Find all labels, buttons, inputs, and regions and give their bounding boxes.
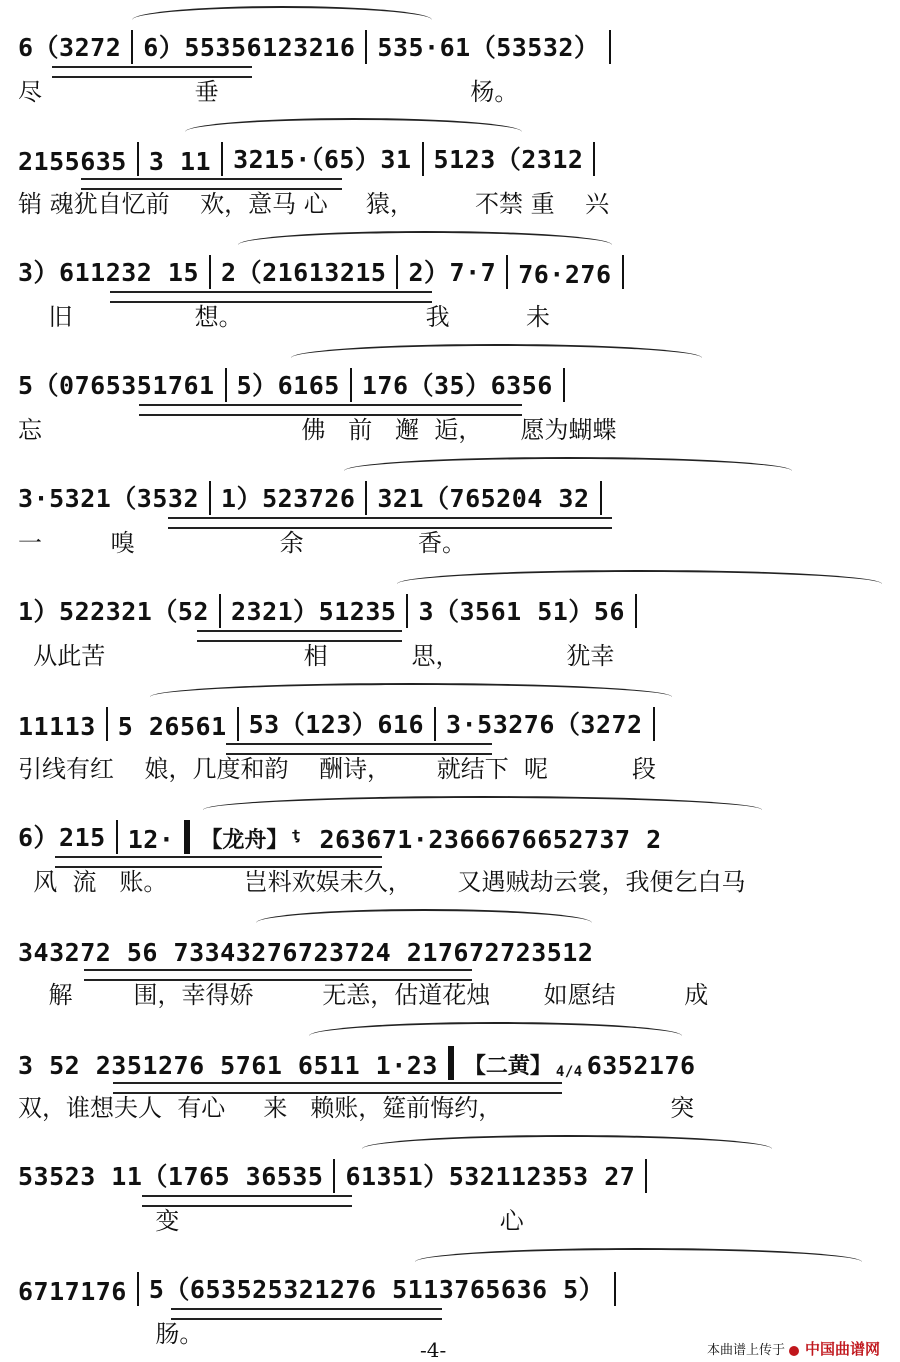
barline xyxy=(116,820,118,854)
barline xyxy=(506,255,508,289)
measure: ᶵ 263671·2366676652737 2 xyxy=(288,825,662,854)
measure: 321（765204 32 xyxy=(377,484,590,513)
lyrics-line: 一 嗅 余 香。 xyxy=(18,529,467,557)
score-system xyxy=(12,564,892,676)
score-system xyxy=(12,790,892,902)
notation-line xyxy=(18,471,892,515)
measure: 6（3272 xyxy=(18,33,122,62)
site-logo-icon xyxy=(789,1346,799,1356)
barline xyxy=(221,142,223,176)
measure: 61351）532112353 27 xyxy=(345,1162,636,1191)
notation-line xyxy=(18,1262,892,1306)
barline xyxy=(422,142,424,176)
score-system xyxy=(12,677,892,789)
lyrics-line: 风 流 账。 岂料欢娱未久， 又遇贼劫云裳，我便乞白马 xyxy=(18,868,746,896)
barline xyxy=(635,594,637,628)
slur-mark xyxy=(291,344,702,358)
barline xyxy=(225,368,227,402)
slur-mark xyxy=(256,909,592,923)
measure: 53523 11（1765 36535 xyxy=(18,1162,324,1191)
notation-line xyxy=(18,923,892,967)
measure: 5（653525321276 5113765636 5） xyxy=(148,1275,605,1304)
notation-line xyxy=(18,1036,892,1080)
score-system xyxy=(12,0,892,112)
lyrics-line: 双，谁想夫人 有心 来 赖账，筵前悔约， 突 xyxy=(18,1094,695,1122)
barline xyxy=(563,368,565,402)
measure: 53（123）616 xyxy=(248,710,425,739)
slur-mark xyxy=(344,457,792,471)
barline xyxy=(209,255,211,289)
measure: 2321）51235 xyxy=(230,597,397,626)
lyrics-line: 忘 佛 前 邂 逅， 愿为蝴蝶 xyxy=(18,416,617,444)
measure: 535·61（53532） xyxy=(377,33,600,62)
slur-mark xyxy=(203,796,762,810)
score-system xyxy=(12,225,892,337)
lyrics-line: 肠。 xyxy=(18,1320,204,1348)
barline xyxy=(137,1272,139,1306)
lyrics-line: 尽 垂 杨。 xyxy=(18,78,519,106)
lyrics-line: 变 心 xyxy=(18,1207,524,1235)
score-system xyxy=(12,112,892,224)
score-system xyxy=(12,903,892,1015)
measure: 2）7·7 xyxy=(408,258,497,287)
barline xyxy=(131,30,133,64)
barline xyxy=(645,1159,647,1193)
watermark-site-name: 中国曲谱网 xyxy=(804,1341,880,1358)
barline xyxy=(614,1272,616,1306)
watermark-uploaded-text: 本曲谱上传于 xyxy=(706,1342,785,1357)
measure: 3 52 2351276 5761 6511 1·23 xyxy=(18,1051,438,1080)
slur-mark xyxy=(362,1135,772,1149)
measure: 1）523726 xyxy=(221,484,356,513)
score-system xyxy=(12,338,892,450)
lyrics-line: 销 魂犹自忆前 欢，意马 心 猿， 不禁 重 兴 xyxy=(18,190,610,218)
notation-line xyxy=(18,20,892,64)
barline xyxy=(593,142,595,176)
measure: 3·5321（3532 xyxy=(18,484,200,513)
measure: 6717176 xyxy=(18,1277,127,1306)
barline xyxy=(622,255,624,289)
barline xyxy=(406,594,408,628)
measure: 3）611232 15 xyxy=(18,258,200,287)
score-system xyxy=(12,451,892,563)
measure: 2155635 xyxy=(18,147,127,176)
slur-mark xyxy=(150,683,672,697)
measure: 3 11 xyxy=(148,147,212,176)
notation-line xyxy=(18,810,892,854)
double-barline xyxy=(184,820,190,854)
measure: 76·276 xyxy=(518,260,612,289)
measure: 343272 56 73343276723724 217672723512 xyxy=(18,938,594,967)
slur-mark xyxy=(238,231,612,245)
barline xyxy=(106,707,108,741)
barline xyxy=(137,142,139,176)
notation-line xyxy=(18,245,892,289)
measure: 5123（2312 xyxy=(433,145,584,174)
watermark xyxy=(707,1338,880,1359)
measure: 176（35）6356 xyxy=(361,371,553,400)
barline xyxy=(653,707,655,741)
measure: 3215·（65）31 xyxy=(233,145,412,174)
measure: 5 26561 xyxy=(117,712,227,741)
slur-mark xyxy=(132,6,432,20)
section-label: 【龙舟】 xyxy=(200,827,289,853)
notation-line xyxy=(18,1149,892,1193)
notation-line xyxy=(18,132,892,176)
barline xyxy=(350,368,352,402)
measure: 3·53276（3272 xyxy=(446,710,643,739)
measure: 5）6165 xyxy=(236,371,340,400)
measure: 6352176 xyxy=(586,1051,696,1080)
lyrics-line: 解 围，幸得娇 无恙，估道花烛 如愿结 成 xyxy=(18,981,709,1009)
barline xyxy=(396,255,398,289)
lyrics-line: 旧 想。 我 未 xyxy=(18,303,550,331)
measure: 1）522321（52 xyxy=(18,597,209,626)
measure: 6）215 xyxy=(18,823,106,852)
measure: 6）55356123216 xyxy=(143,33,356,62)
measure: 2（21613215 xyxy=(221,258,387,287)
barline xyxy=(600,481,602,515)
time-signature: 4/4 xyxy=(555,1064,583,1080)
notation-line xyxy=(18,584,892,628)
lyrics-line: 从此苦 相 思， 犹幸 xyxy=(18,642,615,670)
barline xyxy=(209,481,211,515)
score-system xyxy=(12,1016,892,1128)
barline xyxy=(434,707,436,741)
barline xyxy=(365,30,367,64)
barline xyxy=(609,30,611,64)
measure: 12· xyxy=(127,825,175,854)
barline xyxy=(365,481,367,515)
measure: 5（0765351761 xyxy=(18,371,215,400)
measure: 11113 xyxy=(18,712,96,741)
double-barline xyxy=(448,1046,454,1080)
slur-mark xyxy=(309,1022,682,1036)
slur-mark xyxy=(185,118,522,132)
page-number: -4- xyxy=(420,1338,447,1362)
barline xyxy=(237,707,239,741)
score-system xyxy=(12,1129,892,1241)
barline xyxy=(219,594,221,628)
notation-line xyxy=(18,358,892,402)
slur-mark xyxy=(397,570,882,584)
slur-mark xyxy=(415,1248,862,1262)
measure: 3（3561 51）56 xyxy=(418,597,625,626)
lyrics-line: 引线有红 娘，几度和韵 酬诗， 就结下 呢 段 xyxy=(18,755,656,783)
barline xyxy=(333,1159,335,1193)
notation-line xyxy=(18,697,892,741)
section-label: 【二黄】 xyxy=(463,1053,552,1079)
